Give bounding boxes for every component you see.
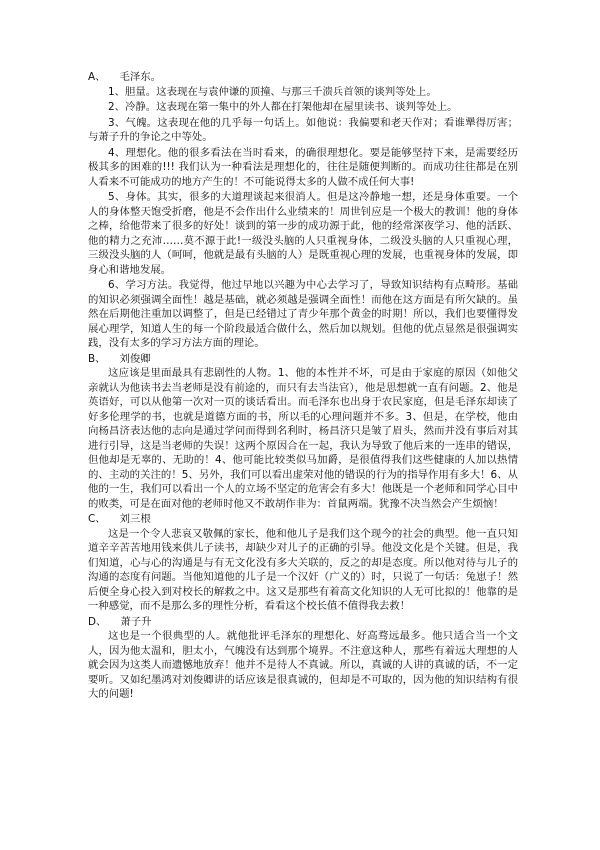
paragraph: 这是一个令人悲哀又敬佩的家长，他和他儿子是我们这个现今的社会的典型。他一直只知道辛辛苦苦地用钱来供儿子读书，却缺少对儿子的正确的引导。他没文化是个关键。但是，我们知道，心与心的沟通是与有无文化没有多大关联的，反之的却是态度。所以他对待与儿子的沟通的态度有问题。当他知道他的儿子是一个汉奸（广义的）时，只说了一句话：兔崽子！然后便全身心投入到对校长的解救之中。这又是那些有着高文化知识的人无可比拟的！他靠的是一种感觉，而不是那么多的理性分析，看看这个校长值不值得我去救！ (88, 527, 518, 612)
paragraph: 3、气魄。这表现在他的几乎每一句话上。如他说：我偏要和老天作对；看谁犟得厉害；与萧子升的争论之中等处。 (88, 116, 518, 143)
paragraph: 这也是一个很典型的人。就他批评毛泽东的理想化、好高骛远最多。他只适合当一个文人，因为他太温和，胆太小，气魄没有达到那个境界。不注意这种人，那些有着远大理想的人就会因为这类人而遗憾地放弃！他并不是待人不真诚。所以，真诚的人讲的真诚的话，不一定要听。又如纪墨鸿对刘俊卿讲的话应该是很真诚的，但却是不可取的，因为他的知识结构有很大的问题! (88, 630, 518, 700)
paragraph: 6、学习方法。我觉得，他过早地以兴趣为中心去学习了，导致知识结构有点畸形。基础的知识必须强调全面性！越是基础，就必须越是强调全面性！而他在这方面是有所欠缺的。虽然在后期他注重加以调整了，但是已经错过了青少年那个黄金的时期！所以，我们也要懂得发展心理学，知道人生的每一个阶段最适合做什么，然后加以规划。但他的优点显然是很强调实践，没有太多的学习方法方面的理论。 (88, 279, 518, 349)
section-marker: C、 (88, 513, 106, 525)
section-name: 刘三根 (119, 513, 151, 525)
section-marker: D、 (88, 615, 107, 628)
section-name: 萧子升 (120, 615, 152, 628)
section-liu-junqing (88, 352, 518, 512)
paragraph: 5、身体。其实，很多的大道理谈起来很消人。但是这冷静地一想，还是身体重要。一个人的身体整天饱受折磨，他是不会作出什么业绩来的！周世钊应是一个极大的教训！他的身体之棒，给他带来了很多的好处！谈到的第一步的成功源于此，他的经常深夜学习、他的活跃、他的精力之充沛……莫不源于此!一级没头脑的人只重视身体，二级没头脑的人只重视心理，三级没头脑的人（呵呵，他就是最有头脑的人）是既重视心理的发展，也重视身体的发展，即身心和谐地发展。 (88, 191, 518, 276)
section-marker: B、 (88, 352, 106, 365)
paragraph: 1、胆量。这表现在与袁仲谦的顶撞、与那三千溃兵首领的谈判等处上。 (108, 85, 437, 98)
paragraph: 4、理想化。他的很多看法在当时看来，的确很理想化。要是能够坚持下来，是需要经历极其多的困难的!!! 我们认为一种看法是理想化的，往往是随便判断的。而成功往往都是在别人看来不可能成功的地方产生的！不可能说得太多的人做不成任何大事! (88, 146, 518, 188)
document-body (88, 70, 518, 703)
paragraph: 这应该是里面最具有悲剧性的人物。1、他的本性并不坏，可是由于家庭的原因（如他父亲就认为他读书去当老师是没有前途的，而只有去当法官），他是思想就一直有问题。2、他是英语好，可以从他第一次对一页的谈话看出。而毛泽东也出身于农民家庭，但是毛泽东却读了好多伦理学的书，也就是道德方面的书，所以毛的心理问题并不多。3、但是，在学校，他由向杨昌济表达他的志向是通过学问而得到名利时，杨昌济只是皱了眉头，然而并没有事后对其进行引导，这是当老师的失误！这两个原因合在一起，我认为导致了他后来的一连串的错误，但他却是无辜的、无助的！4、他可能比较类似马加爵，是很值得我们这些健康的人加以热情的、主动的关注的！5、另外，我们可以看出虚荣对他的错误的行为的指导作用有多大！6、从他的一生，我们可以看出一个人的立场不坚定的危害会有多大！他既是一个老师和同学心目中的败类，可是在面对他的老师时他又不敢胡作非为：首鼠两端。犹豫不决当然会产生烦恼！ (88, 367, 518, 510)
section-liu-sangen (88, 512, 518, 614)
section-heading (88, 615, 518, 630)
section-xiao-zisheng (88, 615, 518, 702)
section-marker: A、 (88, 71, 106, 83)
section-heading (88, 352, 518, 367)
section-heading (88, 512, 518, 527)
section-heading (88, 70, 518, 85)
section-mao-zedong (88, 70, 518, 351)
section-name: 毛泽东。 (119, 71, 162, 83)
paragraph: 2、冷静。这表现在第一集中的外人都在打架他却在屋里读书、谈判等处上。 (108, 101, 458, 113)
section-name: 刘俊卿 (119, 352, 151, 365)
